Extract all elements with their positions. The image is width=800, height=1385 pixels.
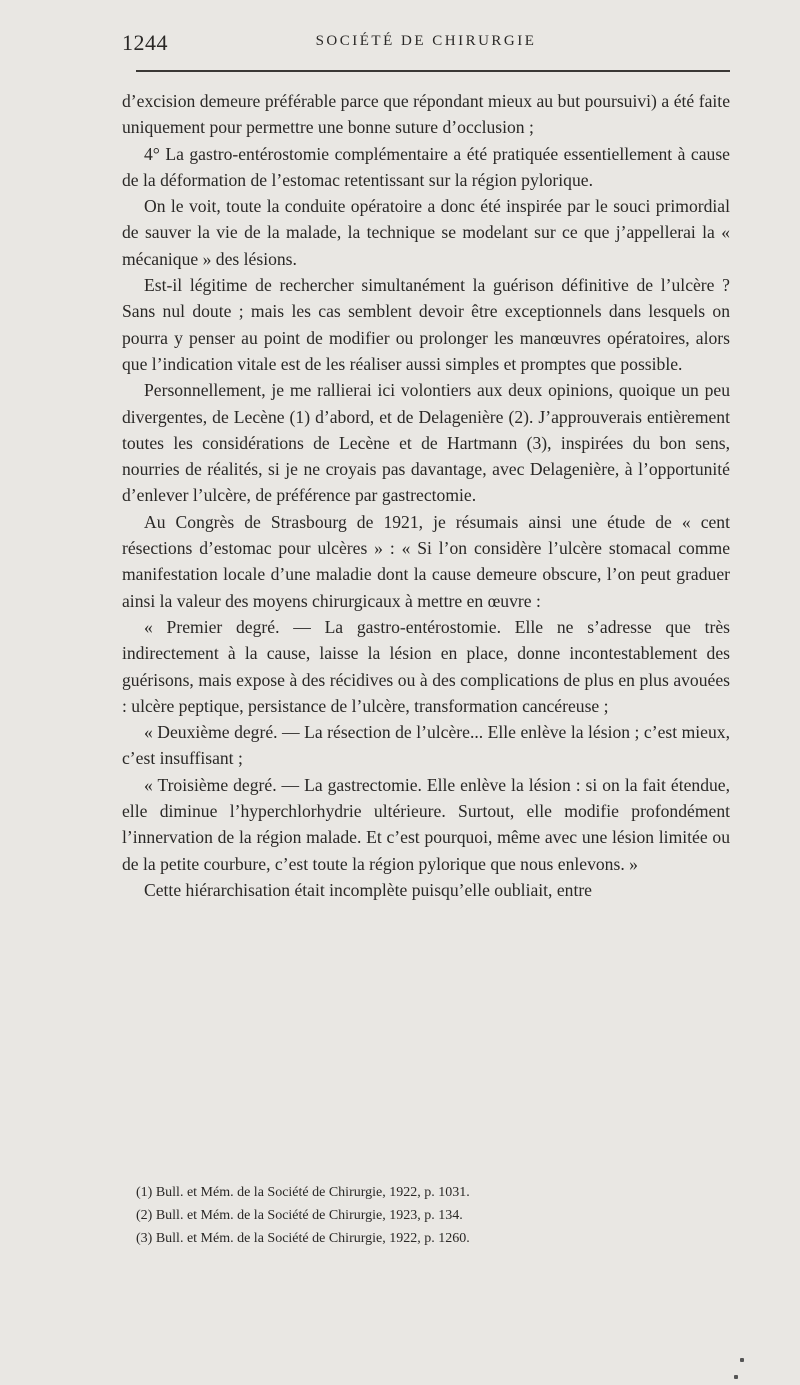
paragraph: Au Congrès de Strasbourg de 1921, je résumais ainsi une étude de « cent résections d’estomac pour ulcères » : « Si l’on considère l’ulcère stomacal comme manifestation locale d’une maladie dont la cause demeure obscure, l’on peut graduer ainsi la valeur des moyens chirurgicaux à mettre en œuvre :	[122, 511, 730, 611]
page-header	[122, 30, 730, 56]
footnote: (3) Bull. et Mém. de la Société de Chirurgie, 1922, p. 1260.	[136, 1231, 470, 1246]
paragraph: « Troisième degré. — La gastrectomie. Elle enlève la lésion : si on la fait étendue, elle diminue l’hyperchlorhydrie ultérieure. Surtout, elle modifie profondément l’innervation de la région malade. Et c’est pourquoi, même avec une lésion limitée ou de la petite courbure, c’est toute la région pylorique que nous enlevons. »	[122, 774, 730, 874]
page-number: 1244	[122, 30, 168, 55]
paragraph: Personnellement, je me rallierai ici volontiers aux deux opinions, quoique un peu divergentes, de Lecène (1) d’abord, et de Delagenière (2). J’approuverais entièrement toutes les considérations de Lecène et de Hartmann (3), inspirées du bon sens, nourries de réalités, si je ne croyais pas davantage, avec Delagenière, à l’opportunité d’enlever l’ulcère, de préférence par gastrectomie.	[122, 380, 730, 506]
print-speck	[734, 1375, 738, 1379]
paragraph: On le voit, toute la conduite opératoire a donc été inspirée par le souci primordial de sauver la vie de la malade, la technique se modelant sur ce que j’appellerai la « mécanique » des lésions.	[122, 196, 730, 269]
footnote: (2) Bull. et Mém. de la Société de Chirurgie, 1923, p. 134.	[136, 1208, 463, 1223]
paragraph: d’excision demeure préférable parce que répondant mieux au but poursuivi) a été faite uniquement pour permettre une bonne suture d’occlusion ;	[122, 91, 730, 138]
body-text	[122, 88, 730, 903]
paragraph: Est-il légitime de rechercher simultanément la guérison définitive de l’ulcère ? Sans nul doute ; mais les cas semblent devoir être exceptionnels dans lesquels on pourra y penser au point de modifier ou prolonger les manœuvres opératoires, alors que l’indication vitale est de les réaliser aussi simples et promptes que possible.	[122, 275, 730, 374]
paragraph: « Premier degré. — La gastro-entérostomie. Elle ne s’adresse que très indirectement à la cause, laisse la lésion en place, donne incontestablement des guérisons, mais expose à des récidives ou à des complications de plus en plus avouées : ulcère peptique, persistance de l’ulcère, transformation cancéreuse ;	[122, 616, 730, 716]
paragraph: Cette hiérarchisation était incomplète puisqu’elle oubliait, entre	[144, 879, 592, 900]
running-head: SOCIÉTÉ DE CHIRURGIE	[315, 33, 537, 49]
footnote: (1) Bull. et Mém. de la Société de Chirurgie, 1922, p. 1031.	[136, 1185, 470, 1200]
header-rule	[136, 70, 730, 72]
footnotes	[136, 1181, 730, 1250]
paragraph: 4° La gastro-entérostomie complémentaire a été pratiquée essentiellement à cause de la déformation de l’estomac retentissant sur la région pylorique.	[122, 143, 730, 190]
print-speck	[740, 1358, 744, 1362]
paragraph: « Deuxième degré. — La résection de l’ulcère... Elle enlève la lésion ; c’est mieux, c’est insuffisant ;	[122, 722, 730, 769]
